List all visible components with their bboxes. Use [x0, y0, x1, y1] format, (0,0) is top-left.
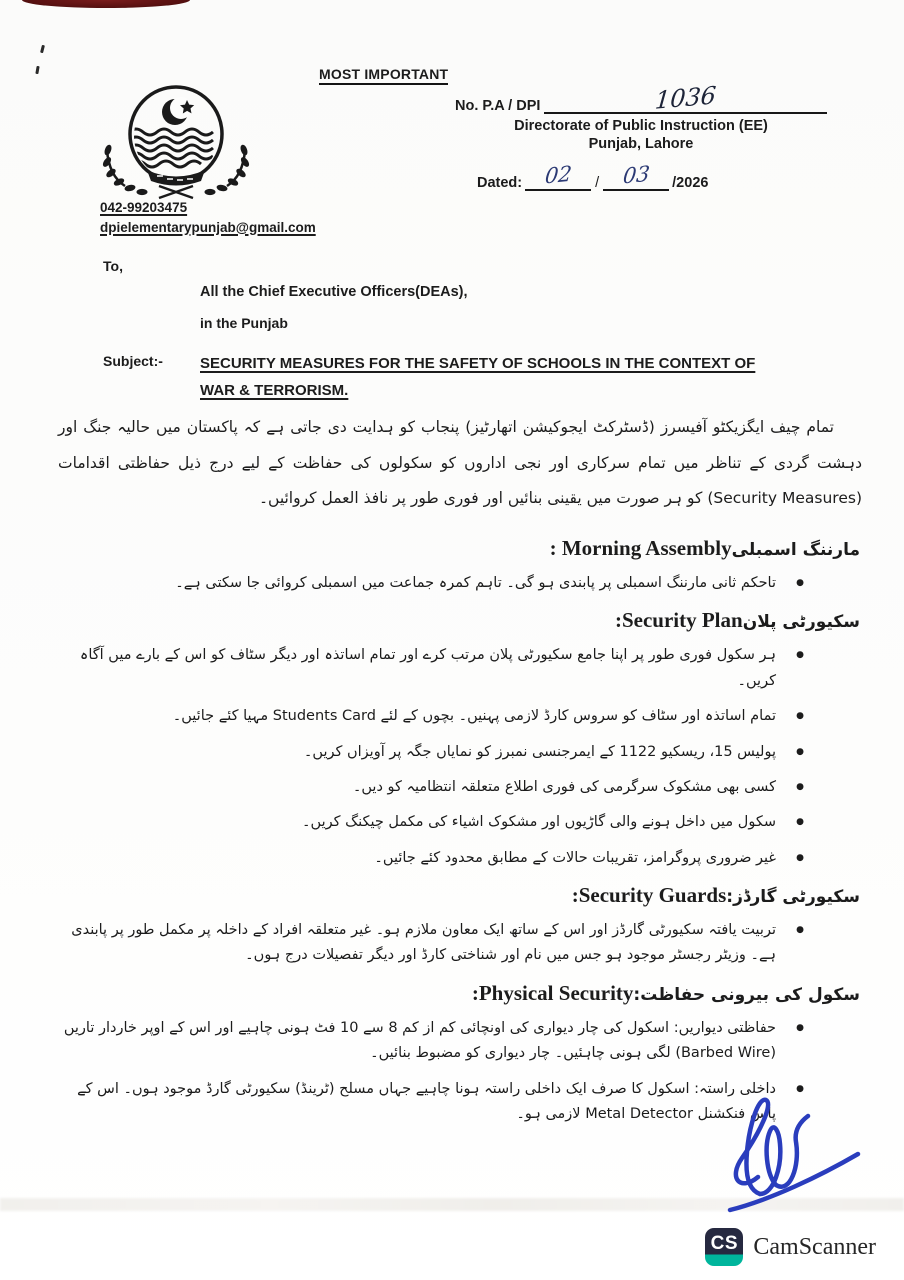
email-address: dpielementarypunjab@gmail.com — [100, 219, 316, 235]
heading-urdu: سکیورٹی پلان — [742, 612, 860, 633]
camscanner-brand-text: CamScanner — [753, 1233, 876, 1260]
org-location: Punjab, Lahore — [588, 136, 694, 153]
reference-block — [455, 81, 827, 153]
dated-row — [477, 161, 709, 191]
intro-paragraph-urdu: تمام چیف ایگزیکٹو آفیسرز (ڈسٹرکٹ ایجوکیشن اتھارٹیز) پنجاب کو ہدایت دی جاتی ہے کہ پاکستان میں حالیہ جنگ اور دہشت گردی کے تناظر میں تمام سرکاری اور نجی اداروں کو سکولوں کی حفاظت کے لیے درج ذیل حفاظتی اقدامات (Security Measures) کو ہر صورت میں یقینی بنائیں اور فوری طور پر نافذ العمل کروائیں۔ — [58, 418, 862, 508]
scan-artifact-top-edge — [22, 0, 190, 8]
section-heading-morning-assembly — [44, 536, 860, 561]
heading-urdu: سکیورٹی گارڈز: — [726, 887, 860, 907]
ref-underline — [544, 81, 827, 115]
section-heading-security-guards — [44, 883, 860, 908]
bullet-item: ● تاحکم ثانی مارننگ اسمبلی پر پابندی ہو گی۔ تاہم کمرہ جماعت میں اسمبلی کروائی جا سکتی ہے۔ — [44, 571, 864, 596]
contact-block — [100, 198, 316, 237]
heading-english: Morning Assembly : — [549, 536, 732, 560]
bullet-item: ● غیر ضروری پروگرامز، تقریبات حالات کے مطابق محدود کئے جائیں۔ — [44, 846, 864, 871]
section-heading-security-plan — [44, 608, 860, 633]
letter-body — [44, 524, 864, 1137]
scan-speck — [40, 45, 45, 53]
subject-label: Subject:- — [103, 353, 163, 369]
bullet-item: ● داخلی راستہ: اسکول کا صرف ایک داخلی راستہ ہونا چاہیے جہاں مسلح (ٹرینڈ) سکیورٹی گارڈ موجود ہوں۔ اس کے پاس فنکشنل Metal Detector لازمی ہو۔ — [44, 1077, 864, 1128]
bullet-item: ● تمام اساتذہ اور سٹاف کو سروس کارڈ لازمی پہنیں۔ بچوں کے لئے Students Card مہیا کئے جائیں۔ — [44, 704, 864, 729]
bullet-item: ● تربیت یافتہ سکیورٹی گارڈز اور اس کے ساتھ ایک معاون ملازم ہو۔ غیر متعلقہ افراد کے داخلہ پر مکمل طور پر پابندی ہے۔ وزیٹر رجسٹر موجود ہو جس میں نام اور شناختی کارڈ اور دیگر تفصیلات درج ہوں۔ — [44, 918, 864, 969]
heading-urdu: سکول کی بیرونی حفاظت: — [633, 984, 860, 1005]
section-heading-physical-security — [44, 981, 860, 1006]
handwritten-day: 02 — [543, 161, 573, 189]
recipient-line-2: in the Punjab — [200, 315, 288, 331]
bullet-item: ● سکول میں داخل ہونے والی گاڑیوں اور مشکوک اشیاء کی مکمل چیکنگ کریں۔ — [44, 810, 864, 835]
to-label: To, — [103, 258, 123, 274]
handwritten-ref-number: 1036 — [654, 81, 718, 115]
date-day-underline — [525, 161, 591, 191]
subject-text: SECURITY MEASURES FOR THE SAFETY OF SCHOOLS IN THE CONTEXT OF WAR & TERRORISM. — [200, 355, 756, 399]
signature-icon — [700, 1082, 875, 1217]
bullet-item: ● ہر سکول فوری طور پر اپنا جامع سکیورٹی پلان مرتب کرے اور تمام اساتذہ اور دیگر سٹاف کو اس کے بارے میں آگاہ کریں۔ — [44, 643, 864, 694]
punjab-government-crest-logo — [95, 84, 257, 207]
scan-speck — [35, 66, 39, 74]
heading-english: Physical Security: — [471, 980, 634, 1005]
camscanner-watermark — [705, 1228, 876, 1266]
cs-badge-text: CS — [710, 1232, 739, 1254]
date-year: /2026 — [672, 175, 709, 191]
handwritten-signature — [700, 1082, 875, 1222]
camscanner-cs-icon — [705, 1228, 743, 1266]
recipient-line-1: All the Chief Executive Officers(DEAs), — [200, 284, 468, 300]
most-important-tag: MOST IMPORTANT — [319, 66, 448, 85]
heading-english: Security Plan: — [614, 608, 743, 633]
date-month-underline — [603, 161, 669, 191]
org-name: Directorate of Public Instruction (EE) — [514, 118, 768, 134]
dated-label: Dated: — [477, 175, 523, 191]
handwritten-month: 03 — [621, 161, 651, 189]
heading-english: Security Guards: — [571, 883, 727, 907]
bullet-item: ● کسی بھی مشکوک سرگرمی کی فوری اطلاع متعلقہ انتظامیہ کو دیں۔ — [44, 775, 864, 800]
heading-urdu: مارننگ اسمبلی — [731, 540, 860, 560]
bullet-item: ● پولیس 15، ریسکیو 1122 کے ایمرجنسی نمبرز کو نمایاں جگہ پر آویزاں کریں۔ — [44, 740, 864, 765]
crest-icon — [95, 84, 257, 202]
date-separator: / — [595, 175, 600, 191]
phone-number: 042-99203475 — [100, 200, 188, 215]
bullet-item: ● حفاظتی دیواریں: اسکول کی چار دیواری کی اونچائی کم از کم 8 سے 10 فٹ ہونی چاہیے اور اس کے اوپر خاردار تاریں (Barbed Wire) لگی ہونی چاہئیں۔ چار دیواری کو مضبوط بنائیں۔ — [44, 1016, 864, 1067]
ref-label: No. P.A / DPI — [455, 98, 541, 114]
